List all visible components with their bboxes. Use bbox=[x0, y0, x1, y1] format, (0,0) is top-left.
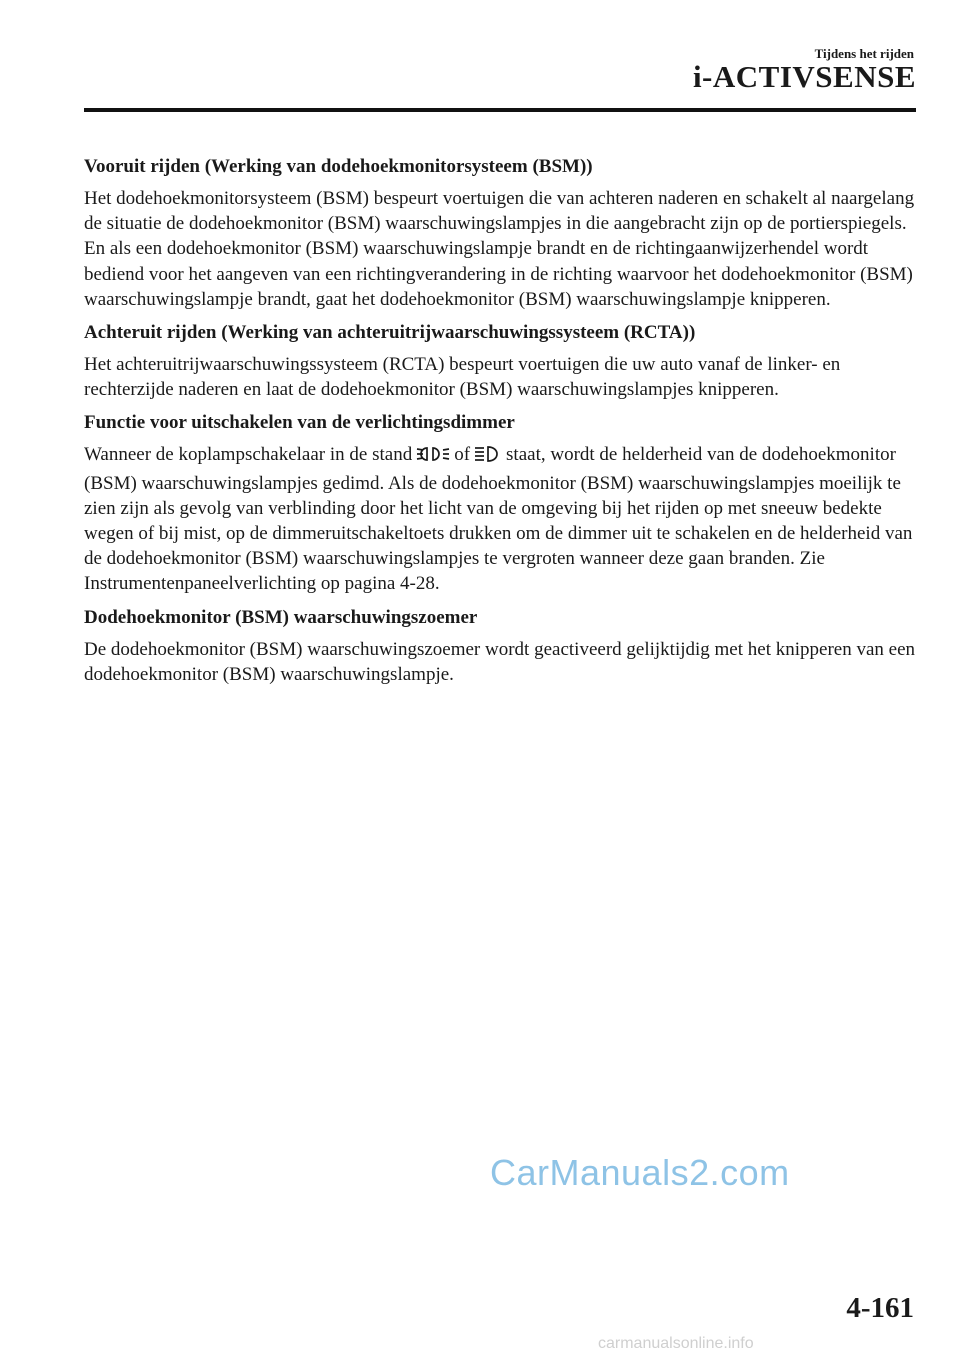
body-text-after: staat, wordt de helderheid van de dodehoekmonitor (BSM) waarschuwingslampjes gedimd. Als de dodehoekmonitor (BSM) waarschuwingslampjes moeilijk te zien zijn als gevolg van verblinding door het licht van de omgeving bij het rijden op met sneeuw bedekte wegen of bij mist, op de dimmeruitschakeltoets drukken om de dimmer uit te schakelen en de helderheid van de dodehoekmonitor (BSM) waarschuwingslampjes te vergroten wanneer deze gaan branden. Zie Instrumentenpaneelverlichting op pagina 4-28. bbox=[84, 444, 913, 595]
parking-light-icon bbox=[416, 445, 450, 470]
section-body: Het achteruitrijwaarschuwingssysteem (RCTA) bespeurt voertuigen die uw auto vanaf de linker- en rechterzijde naderen en laat de dodehoekmonitor (BSM) waarschuwingslampjes knipperen. bbox=[84, 354, 841, 401]
section-heading: Achteruit rijden (Werking van achteruitrijwaarschuwingssysteem (RCTA)) bbox=[84, 322, 696, 344]
section-heading: Functie voor uitschakelen van de verlichtingsdimmer bbox=[84, 412, 515, 434]
headlight-icon bbox=[474, 445, 502, 470]
section-heading: Dodehoekmonitor (BSM) waarschuwingszoemer bbox=[84, 606, 478, 628]
page-content bbox=[84, 154, 918, 695]
section-body: Het dodehoekmonitorsysteem (BSM) bespeurt voertuigen die van achteren naderen en schakelt al naargelang de situatie de dodehoekmonitor (BSM) waarschuwingslampjes in die aangebracht zijn op de portierspiegels. En als een dodehoekmonitor (BSM) waarschuwingslampje brandt en de richtingaanwijzerhendel wordt bediend voor het aangeven van een richtingverandering in de richting waarvoor het dodehoekmonitor (BSM) waarschuwingslampje brandt, gaat het dodehoekmonitor (BSM) waarschuwingslampje knipperen. bbox=[84, 188, 915, 310]
section-warning-buzzer bbox=[84, 605, 918, 687]
running-header-chapter: i-ACTIVSENSE bbox=[692, 59, 916, 94]
body-text-or: of bbox=[454, 444, 471, 466]
section-body: De dodehoekmonitor (BSM) waarschuwingszoemer wordt geactiveerd gelijktijdig met het knipperen van een dodehoekmonitor (BSM) waarschuwingslampje. bbox=[84, 638, 915, 685]
body-text-before: Wanneer de koplampschakelaar in de stand bbox=[84, 444, 413, 466]
footer-site-link[interactable]: carmanualsonline.info bbox=[598, 1335, 754, 1352]
page-number: 4-161 bbox=[846, 1292, 914, 1324]
section-reverse-driving bbox=[84, 320, 918, 402]
watermark-logo: CarManuals2.com bbox=[490, 1152, 790, 1193]
section-forward-driving bbox=[84, 154, 918, 312]
header-rule bbox=[84, 108, 916, 112]
section-dimmer-cancel bbox=[84, 410, 918, 596]
section-body bbox=[84, 442, 918, 596]
section-heading: Vooruit rijden (Werking van dodehoekmonitorsysteem (BSM)) bbox=[84, 156, 593, 177]
running-header-section: Tijdens het rijden bbox=[814, 46, 914, 61]
